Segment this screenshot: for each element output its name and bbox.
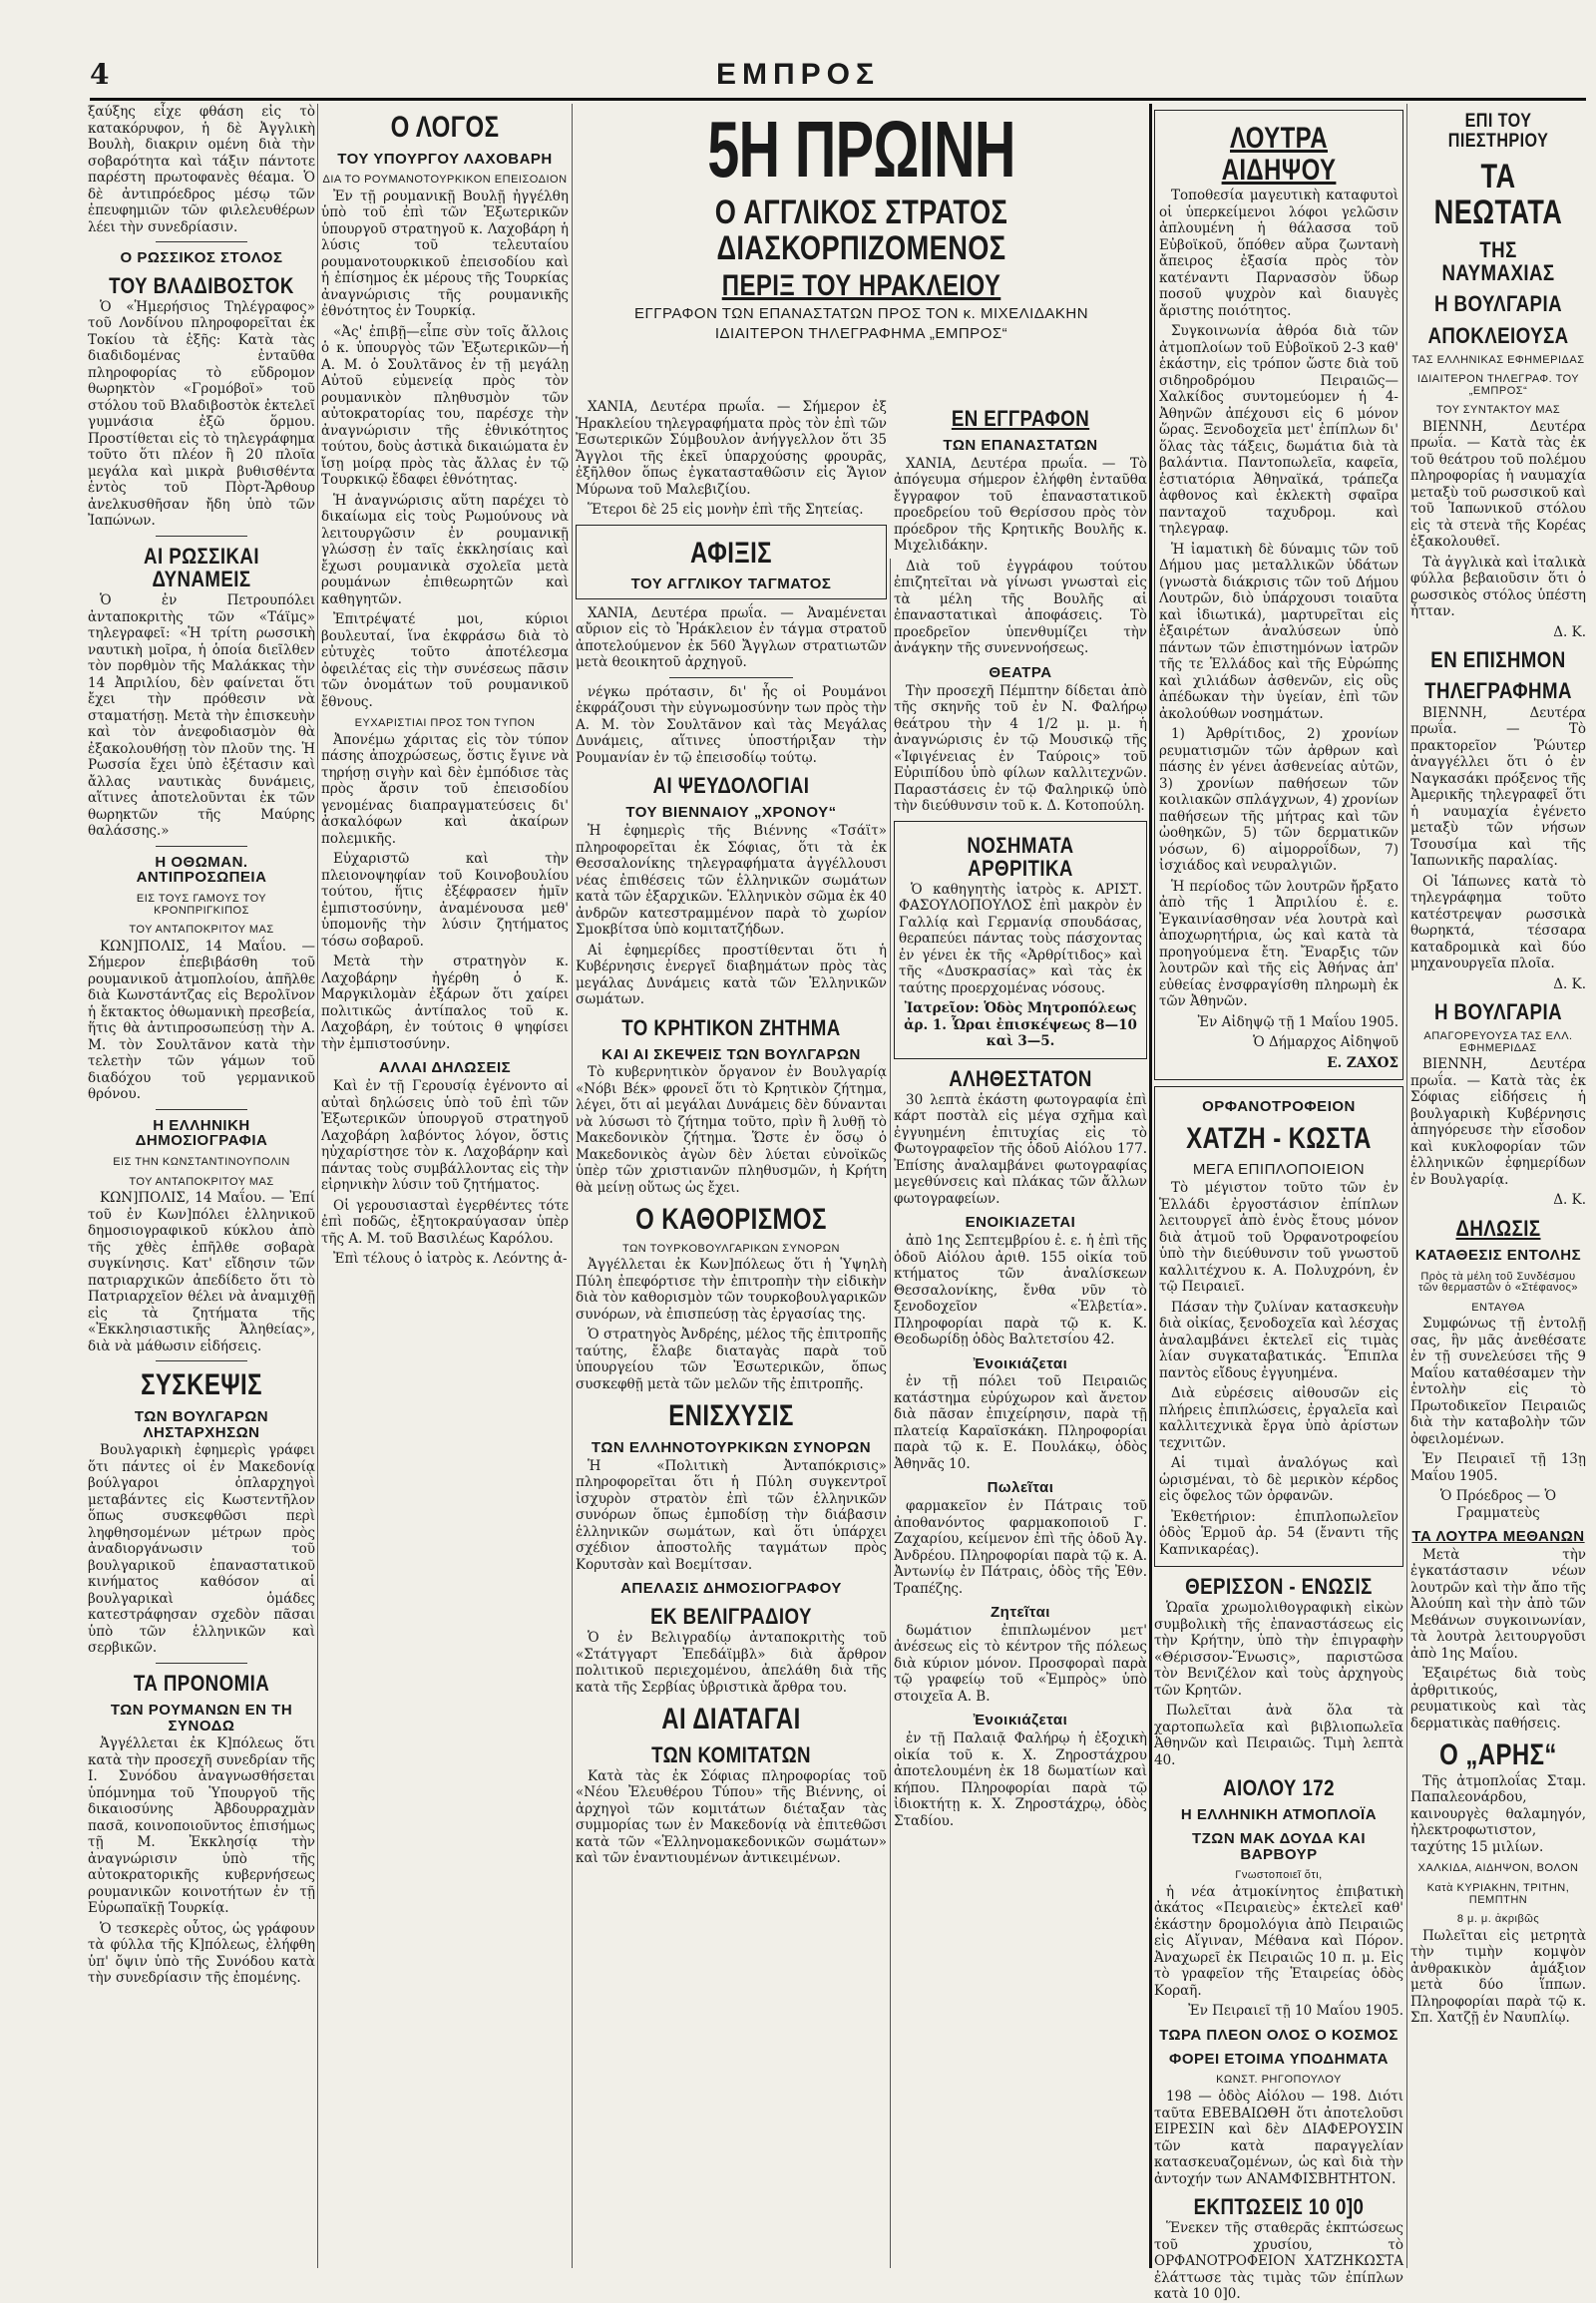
article-text: Ἕτεροι δὲ 25 εἰς μονὴν ἐπὶ τῆς Σητείας.: [588, 502, 864, 518]
ad-headline: ΕΚΠΤΩΣΕΙΣ 10 0]0: [1193, 2194, 1365, 2220]
ad-headline: ΕΝΟΙΚΙΑΖΕΤΑΙ: [965, 1214, 1076, 1232]
article-text: Μετὰ τὴν στρατηγὸν κ. Λαχοβάρην ἠγέρθη ὁ κ. Μαργκιλομὰν ἐξάρων ὅτι χαίρει πολιτικῶς ἀντίπαλος τοῦ κ. Λαχοβάρη, ἐν τούτοις θ ψηφίσει τὴν ἐμπιστοσύνην.: [321, 954, 569, 1052]
ad-text: Ἡ ἰαματικὴ δὲ δύναμις τῶν τοῦ Δήμου μας μεταλλικῶν ὑδάτων (γνωστὰ διάκρισις τῶν τοῦ Δήμου Λουτρῶν, διὸ ὑπάρχουσι τοιαῦτα καὶ ἰδιωτικά), μαρτυρεῖται εἰς ἑξαιρέτων ἀναλύσεων ὑπὸ πάντων τῶν ἐπιστημόνων ἰατρῶν τῆς τε Ἑλλάδος καὶ τῆς Εὐρώπης καὶ χιλιάδων ἀσθενῶν, εἰς οὓς ἀπέδωκαν τὴν ὑγείαν, ἐπὶ τῶν ἀκολούθων νοσημάτων.: [1159, 541, 1398, 722]
subheadline: ΤΩΝ ΕΛΛΗΝΟΤΟΥΡΚΙΚΩΝ ΣΥΝΟΡΩΝ: [591, 1438, 872, 1456]
byline: ΤΟΥ ΑΝΤΑΠΟΚΡΙΤΟΥ ΜΑΣ: [129, 924, 274, 937]
column-divider: [572, 104, 573, 2268]
article-text: Ἐν τῇ ρουμανικῇ Βουλῇ ἠγγέλθη ὑπὸ τοῦ ἐπὶ τῶν Ἐξωτερικῶν ὑπουργοῦ στρατηγοῦ κ. Λαχοβάρη ἡ λύσις τοῦ τελευταίου ρουμανοτουρκικοῦ ἐπεισοδίου καὶ ἡ ἐπίσημος ἐκ μέρους τῆς Τουρκίας ἀναγνώρισις τῆς ρουμανικῆς ἐθνότητος ἐν Τουρκίᾳ.: [321, 188, 569, 320]
article-text: Τὸ κυβερνητικὸν ὄργανον ἐν Βουλγαρίᾳ «Νόβι Βέκ» φρονεῖ ὅτι τὸ Κρητικὸν ζήτημα, λέγει, ὅτι αἱ μεγάλαι Δυνάμεις δὲν δύνανται νὰ λύσωσι τὸ ζήτημα τοῦτο, πρὶν ἢ λυθῇ τὸ Μακεδονικὸν ζήτημα. Ὥστε ἐν ὅσῳ ὁ Μακεδονικὸς ἀγὼν δὲν λύεται εὐνοϊκῶς ὑπὲρ τῶν χριστιανῶν πληθυσμῶν, ἡ Κρήτη θὰ μείνῃ οὕτως ὡς ἔχει.: [576, 1064, 887, 1196]
article-text: Αἱ ἐφημερίδες προστίθενται ὅτι ἡ Κυβέρνησις ἐνεργεῖ διαβημάτων πρὸς τὰς μεγάλας Δυνάμεις κατὰ τῶν Ἑλληνικῶν σωμάτων.: [576, 942, 887, 1008]
ad-text: 30 λεπτὰ ἑκάστη φωτογραφία ἐπὶ κάρτ ποστὰλ εἰς μέγα σχῆμα καὶ ἐγγυημένη ἐπιτυχίας εἰς τὸ Φωτογραφεῖον τῆς ὁδοῦ Αἰόλου 177. Ἐπίσης ἀναλαμβάνει φωτογραφίας μεγεθύνσεις καὶ πλάκας τῶν ἄλλων φωτογραφείων.: [894, 1091, 1147, 1207]
article-text: Ἀπονέμω χάριτας εἰς τὸν τύπον πάσης ἀποχρώσεως, ὅστις ἔγινε νὰ τηρήσῃ σιγὴν καὶ δὲν ἐμπόδισε τὰς πρὸς ἄρσιν τοῦ ἐπεισοδίου γενομένας διαπραγματεύσεις δι' ἀσκαλόφων καὶ ἀκαίρων πολεμικῆς.: [321, 731, 569, 847]
article-text: Καὶ ἐν τῇ Γερουσίᾳ ἐγένοντο αἱ αὐταὶ δηλώσεις ὑπὸ τοῦ ἐπὶ τῶν Ἐξωτερικῶν ὑπουργοῦ στρατηγοῦ Λαχοβάρη λαβόντος λόγον, ὅστις ηὐχαρίστησε τὸν κ. Λαχοβάρην καὶ πάντας τοὺς συμβάλλοντας εἰς τὴν εἰρηνικὴν λύσιν τοῦ ζητήματος.: [321, 1078, 569, 1194]
ad-headline: Ζητεῖται: [991, 1604, 1050, 1622]
headline: ΕΝΙΣΧΥΣΙΣ: [668, 1399, 794, 1433]
headline: ΤΗΛΕΓΡΑΦΗΜΑ: [1424, 678, 1572, 704]
column-4: [894, 104, 1147, 2268]
ad-headline: ΟΡΦΑΝΟΤΡΟΦΕΙΟΝ: [1202, 1098, 1356, 1115]
paper-name: ΕΜΠΡΟΣ: [715, 58, 880, 91]
separator: [156, 241, 246, 242]
ad-text: 1) Ἀρθρίτιδος, 2) χρονίων ρευματισμῶν τῶν ἀρθρων καὶ πάσης ἐν γένει ἀσθενείας αὐτῶν, 3) χρονίων παθήσεων τῶν κοιλιακῶν σπλάγχνων, 4) χρονίων παθήσεων τῆς μήτρας καὶ τῶν ὠοθηκῶν, 5) τῶν δερματικῶν νόσων, 6) αἱμορροΐδων, 7) ἰσχιάδος καὶ νευραλγιῶν.: [1159, 726, 1398, 874]
subheadline: ΤΩΝ ΕΠΑΝΑΣΤΑΤΩΝ: [943, 437, 1098, 455]
separator: [156, 1663, 246, 1664]
article-text: Ἀγγέλλεται ἐκ Κ]πόλεως ὅτι κατὰ τὴν προσεχῆ συνεδρίαν τῆς Ι. Συνόδου ἀναγνωσθήσεται ὑπόμνημα τοῦ Ὑπουργοῦ τῆς δικαιοσύνης Ἀβδουρραχμὰν πασᾶ, κοινοποιοῦντος ἐπισήμως τῇ Μ. Ἐκκλησίᾳ τὴν ἀναγνώρισιν ὑπὸ τῆς αὐτοκρατορικῆς κυβερνήσεως ρουμανικῶν κοινοτήτων ἐν τῇ Εὐρωπαϊκῇ Τουρκίᾳ.: [88, 1735, 315, 1917]
ad-text: Πάσαν τὴν ζυλίναν κατασκευὴν διὰ οἰκίας, ξενοδοχεῖα καὶ λέσχας ἀναλαμβάνει ἐκτελεῖ εἰς τιμὰς λίαν συγκαταβατικάς. Ἔπιπλα παντὸς εἴδους ἐγγυημένα.: [1159, 1299, 1398, 1381]
article-text: ΒΙΕΝΝΗ, Δευτέρα πρωΐα. — Κατὰ τὰς ἐκ τοῦ θεάτρου τοῦ πολέμου πληροφορίας ἡ ναυμαχία μεταξὺ τοῦ ρωσσικοῦ καὶ τοῦ Ἰαπωνικοῦ στόλου εἰς τὰ στενὰ τῆς Κορέας ἐξακολουθεῖ.: [1410, 418, 1586, 551]
separator: [156, 1360, 246, 1361]
ad-subheadline: ΜΕΓΑ ΕΠΙΠΛΟΠΟΙΕΙΟΝ: [1192, 1161, 1366, 1179]
article-text: Εὐχαριστῶ καὶ τὴν πλειονοψηφίαν τοῦ Κοινοβουλίου τούτου, ἥτις ἐξέφρασεν ἡμῖν ἐμπιστοσύνην, ἀναμένουσα μεθ' ὑπομονῆς τὴν λύσιν ζητήματος τόσω σοβαροῦ.: [321, 851, 569, 950]
section-header: ΕΠΙ ΤΟΥ ΠΙΕΣΤΗΡΙΟΥ: [1447, 111, 1549, 152]
ad-text: ἡ νέα ἀτμοκίνητος ἐπιβατικὴ ἀκάτος «Πειραιεὺς» ἐκτελεῖ καθ' ἑκάστην δρομολόγια ἀπὸ Πειραιῶς εἰς Αἴγιναν, Μέθανα καὶ Πόρον. Ἀναχωρεῖ ἐκ Πειραιῶς 10 π. μ. Εἰς τὸ γραφεῖον τῆς Ἑταιρείας ὁδὸς Κοραῆ.: [1154, 1883, 1403, 1999]
article-text: Ὁ τεσκερὲς οὗτος, ὡς γράφουν τὰ φύλλα τῆς Κ]πόλεως, ἐλήφθη ὑπ' ὄψιν ὑπὸ τῆς Συνόδου κατὰ τὴν συνεδρίασιν τῆς ἐπομένης.: [88, 1920, 315, 1987]
ad-text: Ἐκθετήριον: ἐπιπλοπωλεῖον ὁδὸς Ἑρμοῦ ἀρ. 54 (ἔναντι τῆς Καπνικαρέας).: [1159, 1508, 1398, 1558]
ad-text: ἀπὸ 1ης Σεπτεμβρίου ἐ. ε. ἡ ἐπὶ τῆς ὁδοῦ Αἰόλου ἀριθ. 155 οἰκία τοῦ κτήματος τῶν ἀναλίσκεων Θεσσαλονίκης, ἔνθα νῦν τὸ ξενοδοχεῖον «Ἑλβετία». Πληροφορίαι παρὰ τῷ κ. Κ. Θεοδωρίδῃ ὁδὸς Βαλτετσίου 42.: [894, 1233, 1147, 1348]
article-text: Τὴν προσεχῆ Πέμπτην δίδεται ἀπὸ τῆς σκηνῆς τοῦ ἐν Ν. Φαλήρῳ θεάτρου τὴν 4 1/2 μ. μ. ἡ ἀναγνώρισις ἐν τῷ Μουσικῷ τῆς «Ἰφιγένειας ἐν Ταύροις» τοῦ Εὐριπίδου ὑπὸ φίλων καλλιτεχνῶν. Παραστάσεις ἐν τῷ Φαληρικῷ ὑπὸ τὴν διεύθυνσιν τοῦ κ. Δ. Κοτοπούλη.: [894, 682, 1147, 815]
article-text: Διὰ τοῦ ἐγγράφου τούτου ἐπιζητεῖται νὰ γίνωσι γνωσταὶ εἰς τὰ μέλη τῆς Βουλῆς αἱ ἐπαναστατικαὶ ἀποφάσεις. Τὸ προεδρεῖον ὑπενθυμίζει τὴν ἀνάγκην τῆς συνεννοήσεως.: [894, 558, 1147, 657]
headline: ΑΙ ΔΙΑΤΑΓΑΙ: [661, 1703, 801, 1736]
subheadline: ΑΠΑΓΟΡΕΥΟΥΣΑ ΤΑΣ ΕΛΛ. ΕΦΗΜΕΡΙΔΑΣ: [1423, 1030, 1573, 1054]
lead-headline: Ο ΑΓΓΛΙΚΟΣ ΣΤΡΑΤΟΣ ΔΙΑΣΚΟΡΠΙΖΟΜΕΝΟΣ: [714, 193, 1008, 267]
ad-subheadline: ΚΩΝΣΤ. ΡΗΓΟΠΟΥΛΟΥ: [1216, 2074, 1342, 2087]
article-text: Βουλγαρικὴ ἐφημερὶς γράφει ὅτι πάντες οἱ ἐν Μακεδονίᾳ βούλγαροι ὁπλαρχηγοὶ μεταβάντες εἰς Κωστεντῆλον ὅπως συσκεφθῶσι περὶ ληφθησομένων μέτρων πρὸς ἀναδιοργάνωσιν τοῦ βουλγαρικοῦ ἐπαναστατικοῦ κινήματος καθόσον αἱ βουλγαρικαὶ ὁμάδες κατεστράφησαν σχεδὸν πᾶσαι ὑπὸ τῶν ἑλληνικῶν καὶ σερβικῶν.: [88, 1442, 315, 1657]
column-divider: [890, 559, 891, 2268]
headline: ΘΕΑΤΡΑ: [989, 663, 1052, 681]
signature: Ε. ΖΑΧΟΣ: [1327, 1054, 1398, 1071]
column-6: [1410, 104, 1586, 2268]
article-text: Τὰ ἀγγλικὰ καὶ ἰταλικὰ φύλλα βεβαιοῦσιν ὅτι ὁ ρωσσικὸς στόλος ὑπέστη ἦτταν.: [1410, 554, 1586, 620]
ad-text: Πωλεῖται ἀνὰ ὅλα τὰ χαρτοπωλεῖα καὶ βιβλιοπωλεῖα Ἀθηνῶν καὶ Πειραιῶς. Τιμὴ λεπτὰ 40.: [1154, 1703, 1403, 1768]
ad-text: Τῆς ἀτμοπλοΐας Σταμ. Παπαλεονάρδου, καινουργὲς θαλαμηγόν, ἠλεκτροφωτιστον, ταχύτης 15 μιλίων.: [1410, 1772, 1586, 1855]
article-text: Ὁ στρατηγὸς Ἀνδρέης, μέλος τῆς ἐπιτροπῆς ταύτης, ἔλαβε διαταγὰς παρὰ τοῦ ὑπουργείου τῶν Ἐσωτερικῶν, ὅπως συσκεφθῇ μετὰ τῶν μελῶν τῆς ἐπιτροπῆς.: [576, 1327, 887, 1392]
article-text: «Ἀς' ἐπιβῇ—εἶπε σὺν τοῖς ἄλλοις ὁ κ. ὑπουργὸς τῶν Ἐξωτερικῶν—ἡ Α. Μ. ὁ Σουλτᾶνος ἐν τῇ μεγάλῃ Αὐτοῦ εὐμενείᾳ πρὸς τὸν ρουμανικὸν πληθυσμὸν τῶν αὐτοκρατορίας του, παρέσχε τὴν ἀναγνώρισιν τῆς ἐθνικότητος τούτου, δοὺς ἀστικὰ δικαιώματα ἐν ἴσῃ μοίρᾳ πρὸς τὰς ἄλλας ἐν τῷ Τουρκικῷ ἔδαφει ἐθνότητας.: [321, 323, 569, 489]
masthead: [0, 0, 1596, 100]
headline: ΤΑ ΠΡΟΝΟΜΙΑ: [133, 1670, 270, 1696]
subheadline: ΤΟΥ ΑΓΓΛΙΚΟΥ ΤΑΓΜΑΤΟΣ: [630, 576, 832, 592]
ad-text: Διὰ εὐρέσεις αἰθουσῶν εἰς πλήρεις ἐπιπλώσεις, ἐργαλεῖα καὶ καλλιτεχνικὰ ἔργα ὑπὸ ἀρίστων τεχνιτῶν.: [1159, 1385, 1398, 1451]
lead-subheadline: ΠΕΡΙΞ ΤΟΥ ΗΡΑΚΛΕΙΟΥ: [721, 269, 1001, 303]
signature: Δ. Κ.: [1553, 1192, 1586, 1209]
page-number: 4: [90, 58, 110, 91]
column-divider: [317, 104, 318, 2268]
subheadline: ΕΙΣ ΤΟΥΣ ΓΑΜΟΥΣ ΤΟΥ ΚΡΟΝΠΡΙΓΚΙΠΟΣ: [136, 893, 267, 917]
article-text: Ὁ ἐν Βελιγραδίῳ ἀνταποκριτὴς τοῦ «Στάτγγαρτ Ἐπεδάϊμβλ» διὰ ἄρθρον πολιτικοῦ περιεχομένου, ἀπελάθη διὰ τῆς κατὰ τῆς Σερβίας ὑβριστικὰ ἄρθρα του.: [576, 1630, 887, 1696]
article-text: Ἡ «Πολιτικὴ Ἀνταπόκρισις» πληροφορεῖται ὅτι ἡ Πύλη συγκεντροῖ ἰσχυρὸν στρατὸν ἐπὶ τῶν ἑλληνικῶν συνόρων ὅπως ἐμποδίσῃ τὴν διάβασιν ἑλληνικῶν σωμάτων, καὶ ὅτι ὑπάρχει σχέδιον ἀποστολῆς ταγμάτων πρὸς Κορυτσὰν καὶ Βοεμίτσαν.: [576, 1457, 887, 1573]
ad-text: Μετὰ τὴν ἐγκατάστασιν νέων λουτρῶν καὶ τὴν ἄπο τῆς Ἀλούπη καὶ τὴν ἀπὸ τῶν Μεθάνων συγκοινωνίαν, τὰ λουτρὰ λειτουργοῦσι ἀπὸ 1ης Μαΐου.: [1410, 1546, 1586, 1662]
article-text: ΧΑΝΙΑ, Δευτέρα πρωΐα. — Σήμερον ἐξ Ἡρακλείου τηλεγραφήματα πρὸς τὸν ἐπὶ τῶν Ἐσωτερικῶν Σύμβουλον ἀνήγγελλον ὅτι 35 Ἄγγλοι τῆς ἐκεῖ ὑπαρχούσης φρουρᾶς, ἐξῆλθον ὅπως ἐγκατασταθῶσιν εἰς Ἅγιον Μύρωνα τοῦ Μαλεβιζίου.: [576, 399, 887, 498]
article-text: ΒΙΕΝΝΗ, Δευτέρα πρωΐα. — Κατὰ τὰς ἐκ Σόφιας εἰδήσεις ἡ βουλγαρικὴ Κυβέρνησις ἀπηγόρευσε τὴν εἴσοδον καὶ κυκλοφορίαν τῶν ἑλληνικῶν ἐφημερίδων ἐν Βουλγαρίᾳ.: [1410, 1056, 1586, 1188]
byline: ΤΟΥ ΑΝΤΑΠΟΚΡΙΤΟΥ ΜΑΣ: [129, 1175, 274, 1188]
ad-text: Συγκοινωνία ἀθρόα διὰ τῶν ἀτμοπλοίων τοῦ Εὐβοϊκοῦ 2-3 καθ' ἑκάστην, εἰς τρόπον ὥστε διὰ τοῦ σιδηροδρόμου Πειραιῶς—Χαλκίδος συντομεύομεν ἡ 4-Ἀθηνῶν ἀπέχουσι εἰς 6 μόνον ὥρας. Ξενοδοχεῖα μετ' ἐπίπλων δι' ὅλας τὰς τάξεις, δωμάτια διὰ τὰ βαλάντια. Παντοπωλεῖα, καφεῖα, ἑστιατόρια Ἀθηναϊκά, τράπεζα ἀφθονος καὶ ἐκλεκτὴ σφαῖρα πανταχοῦ ταχυδρομ. καὶ τηλεγραφ.: [1159, 323, 1398, 537]
article-box: [576, 525, 887, 599]
ad-box: [1154, 1086, 1403, 1567]
ad-headline: Ἐνοικιάζεται: [973, 1712, 1068, 1729]
article-text: ΧΑΝΙΑ, Δευτέρα πρωΐα. — Τὸ ἀπόγευμα σήμερον ἐλήφθη ἐνταῦθα ἔγγραφον τοῦ ἐπαναστατικοῦ προεδρείου τοῦ Θερίσσου πρὸς τὸν πρόεδρον τῆς Κρητικῆς Βουλῆς κ. Μιχελιδάκην.: [894, 455, 1147, 555]
article-text: Οἱ Ἰάπωνες κατὰ τὸ τηλεγράφημα τοῦτο κατέστρεψαν ρωσσικὰ θωρηκτά, τέσσαρα καταδρομικὰ καὶ δύο μηχανουργεῖα πλοῖα.: [1410, 873, 1586, 971]
ad-text: Ὡραῖα χρωμολιθογραφικὴ εἰκὼν συμβολικὴ τῆς ἐπαναστάσεως εἰς τὴν Κρήτην, ὑπὸ τὴν ἐπιγραφὴν «Θέρισσον-Ἕνωσις», παριστῶσα τὸν Βενιζέλον καὶ τοὺς ἀρχηγοὺς τῶν Κρητῶν.: [1154, 1600, 1403, 1699]
article-text: Ἀγγέλλεται ἐκ Κων]πόλεως ὅτι ἡ Ὑψηλὴ Πύλη ἐπεφόρτισε τὴν ἐπιτροπὴν τὴν εἰδικὴν διὰ τὸν καθορισμὸν τῶν τουρκοβουλγαρικῶν συνόρων, νὰ ἐπισπεύσῃ τὰς ἐργασίας της.: [576, 1257, 887, 1323]
subheadline: ΤΩΝ ΤΟΥΡΚΟΒΟΥΛΓΑΡΙΚΩΝ ΣΥΝΟΡΩΝ: [622, 1242, 840, 1255]
subheadline: ΚΑΤΑΘΕΣΙΣ ΕΝΤΟΛΗΣ: [1414, 1246, 1582, 1264]
ad-subheadline: Γνωστοποιεῖ ὅτι,: [1235, 1869, 1323, 1882]
ad-headline: Ο „ΑΡΗΣ“: [1439, 1738, 1557, 1772]
ad-headline: ΘΕΡΙΣΣΟΝ - ΕΝΩΣΙΣ: [1185, 1574, 1373, 1599]
subheadline: ΔΙΑ ΤΟ ΡΟΥΜΑΝΟΤΟΥΡΚΙΚΟΝ ΕΠΕΙΣΟΔΙΟΝ: [322, 174, 568, 187]
article-text: Ἐν Πειραιεῖ τῇ 13ῃ Μαΐου 1905.: [1410, 1451, 1586, 1484]
headline: Ο ΡΩΣΣΙΚΟΣ ΣΤΟΛΟΣ: [120, 249, 283, 266]
ad-text: φαρμακεῖον ἐν Πάτραις τοῦ ἀποθανόντος φαρμακοποιοῦ Γ. Ζαχαρίου, κείμενον ἐπὶ τῆς ὁδοῦ Ἀγ. Ἀνδρέου. Πληροφορίαι παρὰ τῷ κ. Α. Ἀντωνίῳ ἐν Πάτραις, ὁδὸς τῆς Ἐθν. Τραπέζης.: [894, 1498, 1147, 1597]
subheadline: ΤΩΝ ΚΟΜΙΤΑΤΩΝ: [651, 1741, 811, 1767]
ad-text: Πωλεῖται εἰς μετρητὰ τὴν τιμὴν κομψὸν ἀνθρακικὸν ἁμάξιον μετὰ δύο ἵππων. Πληροφορίαι παρὰ τῷ κ. Σπ. Χατζῇ ἐν Ναυπλίῳ.: [1410, 1927, 1586, 2027]
ad-text: Ἐν Αἰδηψῷ τῇ 1 Μαΐου 1905.: [1197, 1013, 1398, 1030]
ad-subheadline: ΧΑΛΚΙΔΑ, ΑΙΔΗΨΟΝ, ΒΟΛΟΝ: [1417, 1862, 1579, 1875]
ad-text: 198 — ὁδὸς Αἰόλου — 198. Διότι ταῦτα ΕΒΕΒΑΙΩΘΗ ὅτι ἀποτελοῦσι ΕΙΡΕΣΙΝ καὶ δὲν ΔΙΑΦΕΡΟΥΣΙΝ τῶν κατὰ παραγγελίαν κατασκευαζομένων, ὡς καὶ διὰ τὴν ἀντοχήν των ΑΝΑΜΦΙΣΒΗΤΗΤΟΝ.: [1154, 2089, 1403, 2187]
ad-box: [894, 821, 1147, 1059]
column-1: [88, 104, 315, 2268]
ad-text: Ἡ περίοδος τῶν λουτρῶν ἤρξατο ἀπὸ τῆς 1 Ἀπριλίου ἐ. ε. Ἐγκαινίασθησαν νέα λουτρὰ καὶ ἀποχωρητήρια, ὡς καὶ κατὰ τὰ προηγούμενα ἔτη. Ἔναρξις τῶν λουτρῶν καὶ τῆς εἰς Ἀθήνας ἀπ' εὐθείας ἐνσφραγίσθη πληρωμὴ ἐκ τῶν Ἀθηνῶν.: [1159, 878, 1398, 1009]
ad-subheadline: Κατὰ ΚΥΡΙΑΚΗΝ, ΤΡΙΤΗΝ, ΠΕΜΠΤΗΝ: [1426, 1881, 1570, 1906]
article-text: Ἐπὶ τέλους ὁ ἰατρὸς κ. Λεόντης ἀ-: [333, 1251, 568, 1268]
column-5: [1154, 104, 1403, 2303]
signature: Δ. Κ.: [1553, 623, 1586, 640]
headline: ΑΠΟΚΛΕΙΟΥΣΑ: [1427, 322, 1569, 348]
subheadline: ΤΟΥ ΥΠΟΥΡΓΟΥ ΛΑΧΟΒΑΡΗ: [337, 150, 553, 168]
subheadline: ΑΛΛΑΙ ΔΗΛΩΣΕΙΣ: [378, 1059, 512, 1077]
subheadline: ΕΥΧΑΡΙΣΤΙΑΙ ΠΡΟΣ ΤΟΝ ΤΥΠΟΝ: [354, 717, 536, 730]
ad-headline: ΝΟΣΗΜΑΤΑ ΑΡΘΡΙΤΙΚΑ: [967, 832, 1074, 881]
column-divider: [1406, 104, 1407, 2268]
subheadline: ΚΑΙ ΑΙ ΣΚΕΨΕΙΣ ΤΩΝ ΒΟΥΛΓΑΡΩΝ: [601, 1045, 861, 1063]
subheadline: Πρὸς τὰ μέλη τοῦ Συνδέσμου τῶν θερμαστῶν ὁ «Στέφανος»: [1417, 1270, 1579, 1295]
subheadline: ΤΩΝ ΒΟΥΛΓΑΡΩΝ ΛΗΣΤΑΡΧΗΣΩΝ: [134, 1407, 269, 1441]
subheadline: ΕΝΤΑΥΘΑ: [1471, 1301, 1525, 1314]
ad-headline: Ἐνοικιάζεται: [973, 1354, 1068, 1372]
ad-text: Ἰατρεῖον: Ὁδὸς Μητροπόλεως ἀρ. 1. Ὧραι ἐπισκέψεως 8—10 καὶ 3—5.: [904, 1000, 1137, 1050]
signature: Ὁ Δήμαρχος Αἰδηψοῦ: [1253, 1034, 1398, 1050]
article-text: Ἡ ἐφημερὶς τῆς Βιέννης «Τσάϊτ» πληροφορεῖται ἐκ Σόφιας, ὅτι τὰ ἐκ Θεσσαλονίκης τηλεγραφήματα ἀγγέλλουσι νέας ἐπιθέσεις τῶν ἑλληνικῶν σωμάτων κατὰ τῶν ἐξαρχικῶν. Ἑλληνικὸν σῶμα ἐκ 40 ἀνδρῶν κατεστραμμένον παρὰ τὸ χωρίον Σμοκβίτσα ὑπὸ κομιτατζήδων.: [576, 823, 887, 939]
headline: ΤΟ ΚΡΗΤΙΚΟΝ ΖΗΤΗΜΑ: [621, 1014, 841, 1040]
headline: ΕΝ ΕΠΙΣΗΜΟΝ: [1430, 647, 1566, 673]
article-text: ξαύξης εἶχε φθάση εἰς τὸ κατακόρυφον, ἡ δὲ Ἀγγλικὴ Βουλὴ, διακριν ομένη διὰ τὴν σοβαρότητα καὶ τάξιν πάντοτε παρέστη πρωτοφανὲς θέαμα. Ὁ δὲ ἀντιπρόεδρος μέσῳ τῶν ἐπευφημιῶν τῶν φιλελευθέρων λέει τὴν συνεδρίασιν.: [88, 104, 315, 235]
separator: [156, 1109, 246, 1110]
article-text: νέγκω πρότασιν, δι' ἧς οἱ Ρουμάνοι ἐκφράζουσι τὴν εὐγνωμοσύνην των πρὸς τὴν Α. Μ. τὸν Σουλτᾶνον καὶ τὰς Μεγάλας Δυνάμεις, αἵτινες ὑποστήριξαν τὴν Ρουμανίαν ἐν τῷ ἐπεισοδίῳ τούτῳ.: [576, 683, 887, 766]
ad-text: Ἐξαιρέτως διὰ τοὺς ἀρθριτικούς, ρευματικοὺς καὶ τὰς δερματικὰς παθήσεις.: [1410, 1666, 1586, 1731]
ad-box: [1154, 110, 1403, 1080]
headline: ΤΑ ΝΕΩΤΑΤΑ: [1433, 157, 1563, 231]
ad-text: Ὁ καθηγητὴς ἰατρὸς κ. ΑΡΙΣΤ. ΦΑΣΟΥΛΟΠΟΥΛΟΣ ἐπὶ μακρὸν ἐν Γαλλίᾳ καὶ Γερμανίᾳ σπουδάσας, θεραπεύει πάντας τοὺς πάσχοντας ἐν γένει ἐκ τῆς «Ἀρθρίτιδος» καὶ τῆς «Δυσκρασίας» καὶ τὰς ἐκ ταύτης προερχομένας νόσους.: [899, 881, 1142, 996]
ad-headline: ΧΑΤΖΗ - ΚΩΣΤΑ: [1186, 1121, 1372, 1155]
subheadline: ΕΚ ΒΕΛΙΓΡΑΔΙΟΥ: [650, 1603, 812, 1629]
ad-headline: Η ΕΛΛΗΝΙΚΗ ΑΤΜΟΠΛΟΪΑ: [1180, 1806, 1378, 1824]
headline: Ο ΚΑΘΟΡΙΣΜΟΣ: [635, 1203, 827, 1237]
byline: ΙΔΙΑΙΤΕΡΟΝ ΤΗΛΕΓΡΑΦ. ΤΟΥ „ΕΜΠΡΟΣ“: [1416, 373, 1580, 397]
edition-headline: 5Η ΠΡΩΙΝΗ: [707, 105, 1015, 193]
top-rule: [90, 98, 1586, 101]
ad-text: δωμάτιον ἐπιπλωμένον μετ' ἀνέσεως εἰς τὸ κέντρον τῆς πόλεως διὰ κύριον μόνον. Προσφοραὶ παρὰ τῷ γραφείῳ τοῦ «Ἐμπρὸς» ὑπὸ στοιχεῖα Α. Β.: [894, 1622, 1147, 1705]
lead-subheadline: ΕΓΓΡΑΦΟΝ ΤΩΝ ΕΠΑΝΑΣΤΑΤΩΝ ΠΡΟΣ ΤΟΝ κ. ΜΙΧΕΛΙΔΑΚΗΝ: [633, 304, 1089, 322]
headline: Η ΟΘΩΜΑΝ. ΑΝΤΙΠΡΟΣΩΠΕΙΑ: [136, 853, 267, 887]
headline: ΣΥΣΚΕΨΙΣ: [141, 1368, 262, 1402]
article-text: Οἱ γερουσιασταὶ ἐγερθέντες τότε ἐπὶ ποδῶς, ἐξητοκραύγασαν ὑπὲρ τῆς Α. Μ. τοῦ Βασιλέως Καρόλου.: [321, 1197, 569, 1247]
headline: ΔΗΛΩΣΙΣ: [1455, 1215, 1541, 1241]
subheadline: ΕΙΣ ΤΗΝ ΚΩΝΣΤΑΝΤΙΝΟΥΠΟΛΙΝ: [113, 1156, 290, 1169]
ad-subheadline: 8 μ. μ. ἀκριβῶς: [1456, 1913, 1540, 1926]
subheadline: ΤΟΥ ΒΙΕΝΝΑΙΟΥ „ΧΡΟΝΟΥ“: [625, 804, 837, 822]
article-text: Ὁ «Ἡμερήσιος Τηλέγραφος» τοῦ Λονδίνου πληροφορεῖται ἐκ Τοκίου τὰ ἑξῆς: Κατὰ τὰς διαδιδομένας ἐνταῦθα πληροφορίας τὸ εὔδρομον θωρηκτὸν «Γρομόβοϊ» τοῦ στόλου τοῦ Βλαδιβοστὸκ ἐκτελεῖ γυμνάσια ἐξῶ ὅρμου. Προστίθεται εἰς τὸ τηλεγράφημα τοῦτο ὅτι πλέον ἢ 20 πλοῖα μεγάλα καὶ μικρὰ βυθισθέντα ἐντὸς τοῦ Πὸρτ-Ἄρθουρ ἀνελκυσθῆσαν ἤδη ὑπὸ τῶν Ἰαπώνων.: [88, 298, 315, 530]
column-2: [321, 104, 569, 2268]
article-text: ΒΙΕΝΝΗ, Δευτέρα πρωΐα. — Τὸ πρακτορεῖον Ῥώυτερ ἀναγγέλλει ὅτι ὁ ἐν Ναγκασάκι πρόξενος τῆς Ἀμερικῆς τηλεγραφεῖ ὅτι ἡ ναυμαχία ἐγένετο μεταξὺ τῶν νήσων Τσουσίμα καὶ τῆς Ἰαπωνικῆς παραλίας.: [1410, 704, 1586, 869]
article-text: Συμφώνως τῇ ἐντολῇ σας, ἣν μᾶς ἀνεθέσατε ἐν τῇ συνελεύσει τῆς 9 Μαΐου καταθέσαμεν τὴν ἐντολὴν εἰς τὸ Πρωτοδικεῖον Πειραιῶς διὰ τὴν καταβολὴν τῶν ὀφειλομένων.: [1410, 1316, 1586, 1447]
article-text: Κατὰ τὰς ἐκ Σόφιας πληροφορίας τοῦ «Νέου Ἐλευθέρου Τύπου» τῆς Βιέννης, οἱ ἀρχηγοὶ τῶν κομιτάτων διέταξαν τὰς συμμορίας των ἐν Μακεδονίᾳ νὰ ἐπιτεθῶσι κατὰ τῶν «Ἑλληνομακεδονικῶν σωμάτων» καὶ τῶν ἐναντιουμένων ἀντικειμένων.: [576, 1767, 887, 1867]
headline: ΤΟΥ ΒΛΑΔΙΒΟΣΤΟΚ: [109, 272, 294, 298]
ad-headline: ΤΑ ΛΟΥΤΡΑ ΜΕΘΑΝΩΝ: [1411, 1528, 1585, 1546]
ad-headline: ΑΙΟΛΟΥ 172: [1223, 1775, 1335, 1801]
separator: [669, 677, 794, 678]
separator: [156, 536, 246, 537]
lead-subheadline: ΙΔΙΑΙΤΕΡΟΝ ΤΗΛΕΓΡΑΦΗΜΑ „ΕΜΠΡΟΣ“: [714, 324, 1008, 342]
separator: [156, 846, 246, 847]
headline: Η ΕΛΛΗΝΙΚΗ ΔΗΜΟΣΙΟΓΡΑΦΙΑ: [135, 1116, 268, 1150]
article-text: Ἡ ἀναγνώρισις αὕτη παρέχει τὸ δικαίωμα εἰς τοὺς Ρωμούνους νὰ λειτουργῶσιν ἐν ρουμανικῇ γλώσσῃ ἐν ταῖς ἐκκλησίαις καὶ ἔχωσι ρουμανικὰ σχολεῖα μετὰ ρουμάνων ἐπιθεωρητῶν καὶ καθηγητῶν.: [321, 492, 569, 607]
subheadline: ΤΩΝ ΡΟΥΜΑΝΩΝ ΕΝ ΤΗ ΣΥΝΟΔΩ: [110, 1701, 293, 1734]
headline: ΤΗΣ ΝΑΥΜΑΧΙΑΣ: [1441, 237, 1555, 286]
ad-headline: Πωλεῖται: [987, 1479, 1054, 1497]
subheadline: ΤΑΣ ΕΛΛΗΝΙΚΑΣ ΕΦΗΜΕΡΙΔΑΣ: [1411, 353, 1585, 366]
headline: ΑΙ ΨΕΥΔΟΛΟΓΙΑΙ: [652, 773, 810, 799]
headline: ΑΦΙΞΙΣ: [690, 536, 772, 570]
article-text: Ἐπιτρέψατέ μοι, κύριοι βουλευταί, ἵνα ἐκφράσω διὰ τὸ εὐτυχὲς τοῦτο ἀποτέλεσμα ὀφειλέτας εἰς τὴν συνέσεως πᾶσιν τῶν ὀνομάτων τοῦ ρουμανικοῦ ἔθνους.: [321, 611, 569, 710]
headline: Η ΒΟΥΛΓΑΡΙΑ: [1433, 291, 1563, 317]
ad-subheadline: ΤΖΩΝ ΜΑΚ ΔΟΥΔΑ ΚΑΙ ΒΑΡΒΟΥΡ: [1191, 1829, 1366, 1863]
column-3: [576, 399, 887, 2268]
ad-text: Τοποθεσία μαγευτικὴ καταφυτοὶ οἱ ὑπερκείμενοι λόφοι γελῶσιν ἀπλουμένη ἡ θάλασσα τοῦ Εὐβοϊκοῦ, ὅπόθεν αὔρα ζωντανὴ ἄπειρος ἐξασία πρὸς τὸν κατέναντι Παρνασσὸν ὕδωρ ποσοῦ ψυχρὸν καὶ διαυγὲς ἄριστης ποιότητος.: [1159, 188, 1398, 319]
ad-headline: ΤΩΡΑ ΠΛΕΟΝ ΟΛΟΣ Ο ΚΟΣΜΟΣ: [1159, 2026, 1398, 2044]
ad-text: ἐν τῇ Παλαιᾷ Φαλήρῳ ἡ ἐξοχικὴ οἰκία τοῦ κ. Χ. Ζηροστάχρου ἀποτελουμένη ἐκ 18 δωματίων καὶ κήπου. Πληροφορίαι παρὰ τῷ ἰδιοκτήτῃ κ. Χ. Ζηροστάχρῳ, ὁδὸς Σταδίου.: [894, 1730, 1147, 1829]
headline: Ο ΛΟΓΟΣ: [390, 111, 500, 144]
signature: Δ. Κ.: [1553, 975, 1586, 992]
ad-text: ἐν τῇ πόλει τοῦ Πειραιῶς κατάστημα εὐρύχωρον καὶ ἄνετον διὰ πᾶσαν ἐπιχείρησιν, παρὰ τῇ πλατείᾳ Καραϊσκάκη. Πληροφορίαι παρὰ τῷ κ. Ε. Πουλάκῳ, ὁδὸς Ἀθηνᾶς 10.: [894, 1373, 1147, 1472]
article-text: ΧΑΝΙΑ, Δευτέρα πρωΐα. — Ἀναμένεται αὔριον εἰς τὸ Ἡράκλειον ἐν τάγμα στρατοῦ ἀποτελούμενον ἐκ 560 Ἄγγλων στρατιωτῶν μετὰ θεοικητοῦ ἀρχηγοῦ.: [576, 604, 887, 671]
column-divider: [1149, 104, 1152, 2268]
article-text: ΚΩΝ]ΠΟΛΙΣ, 14 Μαΐου. — Ἐπί τοῦ ἐν Κων]πόλει ἑλληνικοῦ δημοσιογραφικοῦ κύκλου ἀπὸ τῆς χθὲς ἐπῆλθε σοβαρὰ συγκίνησις. Κατ' εἴδησιν τῶν πατριαρχικῶν ἀπεδίδετο ὅτι τὸ Πατριαρχεῖον θέλει νὰ ἀναμιχθῇ εἰς τὰ ζητήματα τῆς «Ἐκκλησιαστικῆς Ἀληθείας», διὰ νὰ μάθωσιν εἰδήσεις.: [88, 1190, 315, 1354]
article-text: ΚΩΝ]ΠΟΛΙΣ, 14 Μαΐου. — Σήμερον ἐπεβιβάσθη τοῦ ρουμανικοῦ ἀτμοπλοίου, ἀπῆλθε διὰ Κωνστάντζας εἰς Βερολῖνον ἡ ἔκτακτος ὀθωμανικὴ πρεσβεία, ἥτις θὰ ἀντιπροσωπεύσῃ τὴν Α. Μ. τὸν Σουλτᾶνον κατὰ τὴν τελετὴν τῶν γάμων τοῦ διαδόχου τοῦ γερμανικοῦ θρόνου.: [88, 938, 315, 1103]
ad-text: Ἐν Πειραιεῖ τῇ 10 Μαΐου 1905.: [1188, 2003, 1403, 2020]
ad-text: Ἕνεκεν τῆς σταθερᾶς ἐκπτώσεως τοῦ χρυσίου, τὸ ΟΡΦΑΝΟΤΡΟΦΕΙΟΝ ΧΑΤΖΗΚΩΣΤΑ ἐλάττωσε τὰς τιμὰς τῶν ἐπίπλων κατὰ 10 0]0.: [1154, 2220, 1403, 2303]
ad-headline: ΛΟΥΤΡΑ ΑΙΔΗΨΟΥ: [1221, 122, 1337, 187]
ad-headline: ΦΟΡΕΙ ΕΤΟΙΜΑ ΥΠΟΔΗΜΑΤΑ: [1169, 2050, 1389, 2068]
ad-text: Τὸ μέγιστον τοῦτο τῶν ἐν Ἑλλάδι ἐργοστάσιον ἐπίπλων λειτουργεῖ ἀπὸ ἑνὸς ἔτους μόνον διὰ ἀτμοῦ τοῦ Ὀρφανοτροφείου ὑπὸ τὴν διεύθυνσιν τοῦ γνωστοῦ καλλιτέχνου κ. Α. Πολυχρόνη, ἐν τῷ Πειραιεῖ.: [1159, 1180, 1398, 1295]
byline: ΤΟΥ ΣΥΝΤΑΚΤΟΥ ΜΑΣ: [1435, 404, 1561, 417]
headline: ΑΛΗΘΕΣΤΑΤΟΝ: [949, 1065, 1092, 1091]
headline: Η ΒΟΥΛΓΑΡΙΑ: [1433, 999, 1563, 1024]
signature: Ὁ Πρόεδρος — Ὁ Γραμματεὺς: [1439, 1488, 1557, 1521]
headline: ΑΠΕΛΑΣΙΣ ΔΗΜΟΣΙΟΓΡΑΦΟΥ: [620, 1580, 842, 1598]
headline: ΕΝ ΕΓΓΡΑΦΟΝ: [951, 406, 1090, 431]
ad-text: Αἱ τιμαὶ ἀναλόγως καὶ ὡρισμέναι, τὸ δὲ μερικὸν κέρδος εἰς ὄφελος τῶν ὀρφανῶν.: [1159, 1455, 1398, 1504]
headline: ΑΙ ΡΩΣΣΙΚΑΙ ΔΥΝΑΜΕΙΣ: [144, 543, 259, 591]
article-text: Ὁ ἐν Πετρουπόλει ἀνταποκριτὴς τῶν «Τάϊμς» τηλεγραφεῖ: «Ἡ τρίτη ρωσσικὴ ναυτικὴ μοῖρα, ἡ ὁποία διεῖλθεν τὸν πορθμὸν τῆς Μαλάκκας τὴν 14 Ἀπριλίου, δὲν φαίνεται ὅτι ἔχει τὴν πρόθεσιν νὰ σταματήσῃ. Μετὰ τὴν ἐπισκευὴν καὶ τὸν ἀνεφοδιασμὸν θὰ ἐξακολουθήσῃ τὸν πλοῦν της. Ἡ Ρωσσία ἔχει ὑπὸ ἐξέτασιν καὶ ἄλλας ναυτικὰς δυνάμεις, αἵτινες ἀποτελοῦνται ἐκ τῶν θωρηκτῶν τῆς Μαύρης θαλάσσης.»: [88, 592, 315, 840]
